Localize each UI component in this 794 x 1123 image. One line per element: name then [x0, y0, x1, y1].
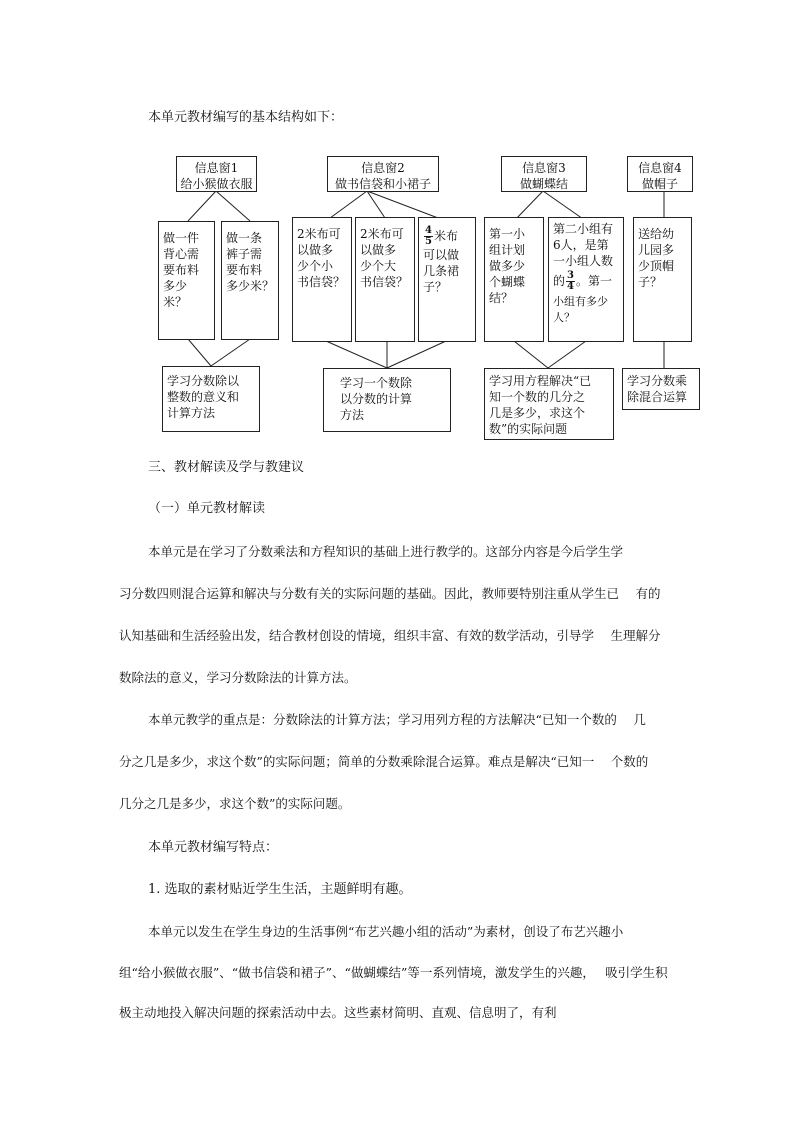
outcome-line: 几是多少，求这个 — [489, 406, 586, 420]
outcome-line: 数”的实际问题 — [489, 422, 568, 436]
problem-text: 的 — [553, 274, 566, 288]
info-window-subtitle: 做书信袋和小裙子 — [334, 177, 431, 191]
problem-line: 多少米？ — [226, 279, 275, 293]
problem-line: 可以做 — [423, 248, 460, 262]
problem-box-skirts — [418, 217, 476, 342]
outcome-line: 除混合运算 — [627, 390, 688, 404]
outcome-line: 整数的意义和 — [167, 390, 240, 404]
problem-line: 几条裙子？ — [423, 264, 460, 294]
problem-line: 结？ — [489, 291, 514, 305]
problem-line: 第一小 — [489, 227, 526, 241]
problem-line: 背心需 — [163, 247, 200, 261]
problem-line — [553, 271, 619, 292]
section-title: 三、教材解读及学与教建议 — [148, 460, 305, 475]
fraction — [566, 271, 575, 292]
info-window-subtitle: 给小猴做衣服 — [180, 177, 253, 191]
problem-line: 子？ — [638, 275, 663, 289]
outcome-line: 学习分数乘 — [627, 374, 688, 388]
problem-box-vest — [158, 221, 215, 340]
problem-box-big-envelope — [355, 217, 415, 342]
fraction-denominator: 4 — [567, 281, 574, 292]
intro-text: 本单元教材编写的基本结构如下： — [148, 110, 344, 125]
problem-line: 少个小 — [297, 259, 334, 273]
info-window-subtitle: 做帽子 — [641, 177, 678, 191]
outcome-box-3 — [484, 368, 614, 440]
paragraph-line: 本单元以发生在学生身边的生活事例“布艺兴趣小组的活动”为素材，创设了布艺兴趣小 — [148, 924, 624, 939]
info-window-title: 信息窗4 — [638, 161, 682, 175]
paragraph-line: 本单元教学的重点是：分数除法的计算方法；学习用列方程的方法解决“已知一个数的 几 — [148, 712, 646, 727]
outcome-box-4 — [622, 368, 700, 410]
problem-line: 书信袋？ — [360, 275, 409, 289]
problem-line: 以做多 — [297, 243, 334, 257]
outcome-line: 以分数的计算 — [340, 392, 413, 406]
outcome-box-2 — [323, 368, 451, 432]
outcome-line: 学习用方程解决“已 — [489, 374, 592, 388]
paragraph-line: 极主动地投入解决问题的探索活动中去。这些素材简明、直观、信息明了，有利 — [119, 1005, 557, 1020]
outcome-line: 方法 — [340, 408, 365, 422]
info-window-1 — [176, 156, 257, 192]
feature-item-1: 1. 选取的素材贴近学生生活，主题鲜明有趣。 — [148, 882, 412, 897]
problem-line: 个蝴蝶 — [489, 275, 526, 289]
paragraph-line: 组“给小猴做衣服”、“做书信袋和裙子”、“做蝴蝶结”等一系列情境，激发学生的兴趣， 吸引学生积 — [119, 965, 668, 980]
info-window-2 — [327, 156, 439, 192]
problem-box-pants — [221, 221, 279, 340]
problem-line: 要布料 — [163, 263, 200, 277]
problem-line: 2米布可 — [297, 227, 341, 241]
info-window-3 — [501, 156, 587, 192]
outcome-box-1 — [162, 366, 260, 432]
features-title: 本单元教材编写特点： — [148, 840, 279, 855]
problem-line: 小组有多少人？ — [553, 295, 608, 324]
problem-line: 一小组人数 — [553, 254, 614, 268]
problem-line: 做一件 — [163, 231, 200, 245]
problem-line: 少顶帽 — [638, 259, 675, 273]
problem-line: 要布料 — [226, 263, 263, 277]
problem-line: 第二小组有 — [553, 222, 614, 236]
problem-line: 裤子需 — [226, 247, 263, 261]
problem-line: 组计划 — [489, 243, 526, 257]
info-window-4 — [627, 156, 693, 192]
problem-box-group-size — [548, 217, 624, 342]
problem-line: 书信袋？ — [297, 275, 346, 289]
outcome-line: 计算方法 — [167, 406, 216, 420]
outcome-line: 学习一个数除 — [340, 376, 413, 390]
problem-line — [423, 226, 471, 247]
paragraph-line: 几分之几是多少，求这个数”的实际问题。 — [119, 796, 351, 811]
info-window-title: 信息窗3 — [522, 161, 566, 175]
problem-line: 多少米？ — [163, 279, 188, 309]
fraction-numerator: 4 — [425, 225, 432, 236]
info-window-subtitle: 做蝴蝶结 — [519, 177, 568, 191]
problem-line: 做一条 — [226, 231, 263, 245]
problem-line: 6人，是第 — [553, 238, 609, 252]
problem-box-bow-count — [484, 217, 544, 342]
subsection-title: （一）单元教材解读 — [148, 501, 266, 516]
problem-box-hats — [633, 217, 692, 342]
info-window-title: 信息窗2 — [361, 161, 405, 175]
fraction-denominator: 5 — [425, 236, 432, 247]
fraction — [424, 226, 433, 247]
fraction-numerator: 3 — [567, 270, 574, 281]
problem-line: 2米布可 — [360, 227, 404, 241]
problem-line: 做多少 — [489, 259, 526, 273]
problem-line: 送给幼 — [638, 227, 675, 241]
info-window-title: 信息窗1 — [194, 161, 239, 175]
problem-text: 。第一 — [575, 274, 612, 288]
paragraph-line: 数除法的意义，学习分数除法的计算方法。 — [119, 670, 357, 685]
problem-line: 以做多 — [360, 243, 397, 257]
paragraph-line: 本单元是在学习了分数乘法和方程知识的基础上进行教学的。这部分内容是今后学生学 — [148, 544, 624, 559]
outcome-line: 学习分数除以 — [167, 374, 240, 388]
problem-line: 少个大 — [360, 259, 397, 273]
problem-text: 米布 — [433, 229, 458, 243]
outcome-line: 知一个数的几分之 — [489, 390, 586, 404]
problem-box-small-envelope — [292, 217, 352, 342]
paragraph-line: 分之几是多少，求这个数”的实际问题；简单的分数乘除混合运算。难点是解决“已知一 个数的 — [119, 754, 649, 769]
paragraph-line: 认知基础和生活经验出发，结合教材创设的情境，组织丰富、有效的数学活动，引导学 生理解分 — [119, 628, 661, 643]
paragraph-line: 习分数四则混合运算和解决与分数有关的实际问题的基础。因此，教师要特别注重从学生已 有的 — [119, 586, 661, 601]
problem-line: 儿园多 — [638, 243, 675, 257]
